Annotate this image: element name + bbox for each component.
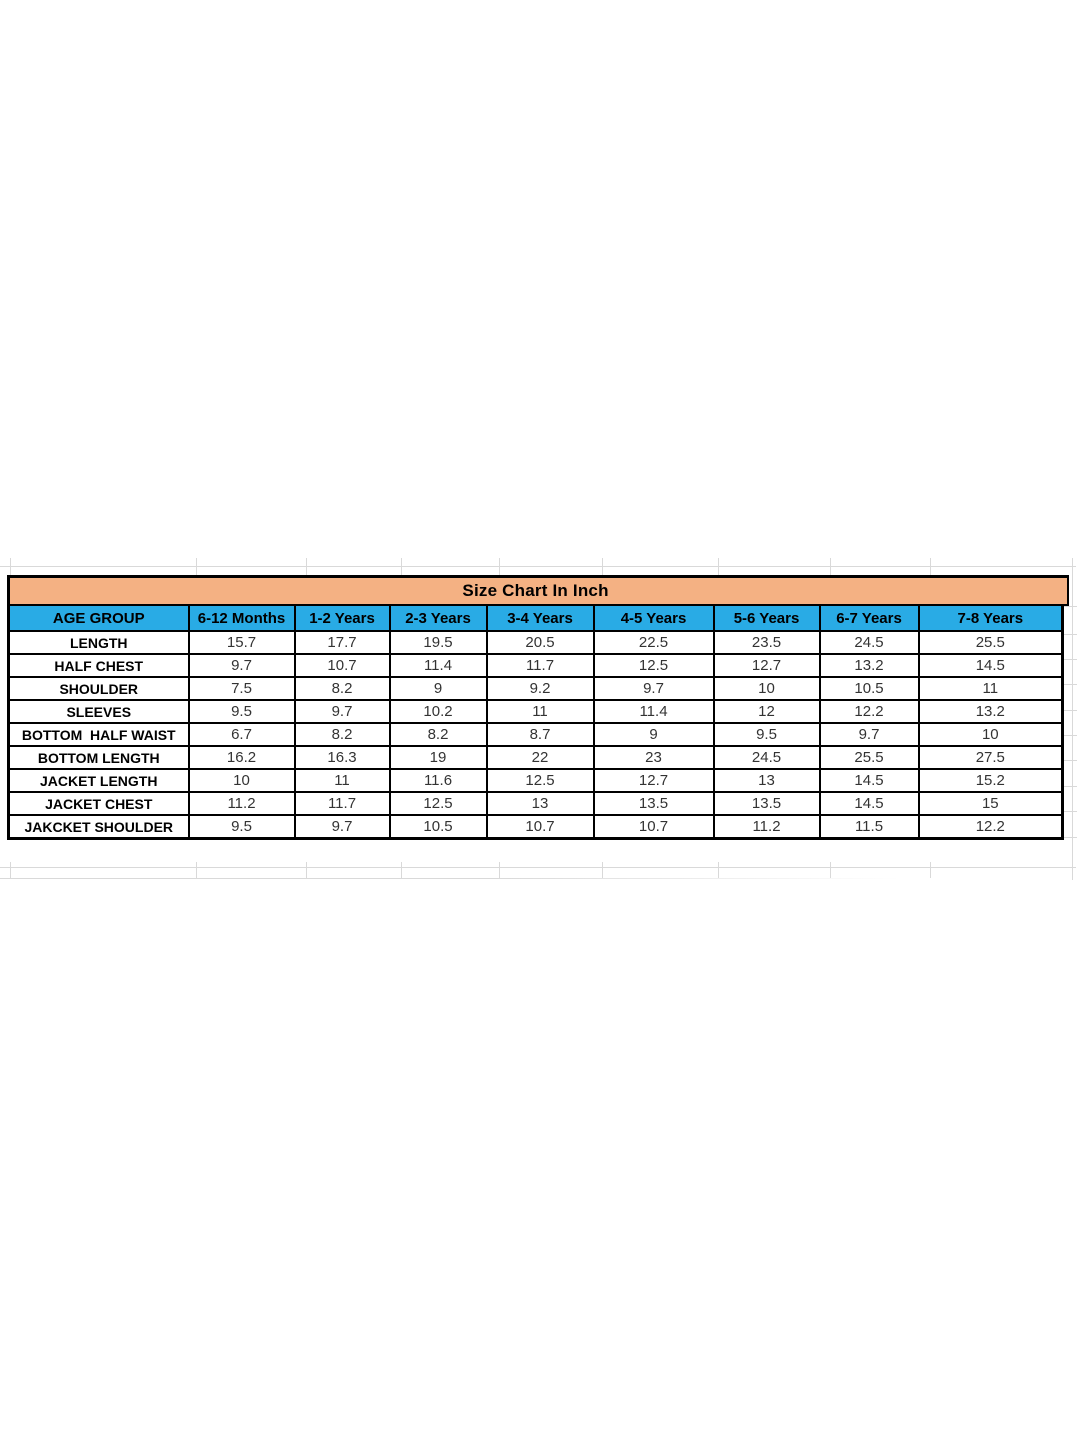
gridline-vertical	[602, 558, 603, 575]
cell-value: 12.5	[594, 654, 714, 677]
gridline-vertical	[718, 558, 719, 575]
cell-value: 12.2	[820, 700, 919, 723]
cell-value: 8.2	[295, 677, 390, 700]
gridline-vertical	[830, 558, 831, 575]
row-label: SLEEVES	[9, 700, 189, 723]
gridline-horizontal	[0, 878, 900, 879]
gridline-vertical	[930, 558, 931, 575]
gridline-horizontal	[1064, 710, 1077, 711]
column-header: 5-6 Years	[714, 605, 820, 631]
table-row	[9, 815, 1063, 839]
table-row	[9, 700, 1063, 723]
cell-value: 8.2	[390, 723, 487, 746]
cell-value: 13.5	[594, 792, 714, 815]
row-label: LENGTH	[9, 631, 189, 654]
cell-value: 20.5	[487, 631, 594, 654]
cell-value: 22	[487, 746, 594, 769]
cell-value: 7.5	[189, 677, 295, 700]
cell-value: 9	[390, 677, 487, 700]
column-header: 4-5 Years	[594, 605, 714, 631]
table-row	[9, 792, 1063, 815]
cell-value: 13	[714, 769, 820, 792]
cell-value: 22.5	[594, 631, 714, 654]
cell-value: 14.5	[820, 769, 919, 792]
cell-value: 9.7	[295, 815, 390, 839]
table-row	[9, 746, 1063, 769]
gridline-vertical	[10, 862, 11, 878]
gridline-horizontal	[0, 566, 1076, 567]
gridline-horizontal	[1064, 760, 1077, 761]
cell-value: 8.2	[295, 723, 390, 746]
cell-value: 15.2	[919, 769, 1063, 792]
cell-value: 6.7	[189, 723, 295, 746]
cell-value: 14.5	[919, 654, 1063, 677]
cell-value: 13.5	[714, 792, 820, 815]
cell-value: 15	[919, 792, 1063, 815]
cell-value: 10.7	[487, 815, 594, 839]
gridline-vertical	[306, 862, 307, 878]
column-header: 6-12 Months	[189, 605, 295, 631]
cell-value: 19.5	[390, 631, 487, 654]
cell-value: 11	[487, 700, 594, 723]
row-label: BOTTOM LENGTH	[9, 746, 189, 769]
size-chart	[7, 575, 1064, 840]
gridline-vertical	[718, 862, 719, 878]
cell-value: 11	[295, 769, 390, 792]
cell-value: 25.5	[820, 746, 919, 769]
cell-value: 12.7	[714, 654, 820, 677]
cell-value: 10.5	[390, 815, 487, 839]
cell-value: 11.4	[390, 654, 487, 677]
gridline-horizontal	[1064, 684, 1077, 685]
cell-value: 17.7	[295, 631, 390, 654]
gridline-vertical	[499, 558, 500, 575]
gridline-vertical	[602, 862, 603, 878]
cell-value: 9.7	[820, 723, 919, 746]
size-chart-table	[7, 575, 1064, 840]
row-label: JAKCKET SHOULDER	[9, 815, 189, 839]
cell-value: 13.2	[820, 654, 919, 677]
gridline-horizontal	[1064, 659, 1077, 660]
gridline-horizontal	[1064, 811, 1077, 812]
cell-value: 13.2	[919, 700, 1063, 723]
cell-value: 11.7	[487, 654, 594, 677]
gridline-horizontal	[1064, 735, 1077, 736]
table-row	[9, 769, 1063, 792]
row-label: SHOULDER	[9, 677, 189, 700]
cell-value: 12.7	[594, 769, 714, 792]
cell-value: 11.2	[189, 792, 295, 815]
gridline-horizontal	[1064, 837, 1077, 838]
header-row	[9, 605, 1063, 631]
cell-value: 25.5	[919, 631, 1063, 654]
cell-value: 14.5	[820, 792, 919, 815]
cell-value: 10	[189, 769, 295, 792]
row-label: JACKET CHEST	[9, 792, 189, 815]
cell-value: 10	[714, 677, 820, 700]
cell-value: 8.7	[487, 723, 594, 746]
column-header: AGE GROUP	[9, 605, 189, 631]
cell-value: 23.5	[714, 631, 820, 654]
gridline-horizontal	[1064, 634, 1077, 635]
cell-value: 11	[919, 677, 1063, 700]
cell-value: 9.7	[189, 654, 295, 677]
row-label: JACKET LENGTH	[9, 769, 189, 792]
table-row	[9, 631, 1063, 654]
gridline-vertical	[499, 862, 500, 878]
cell-value: 10.7	[594, 815, 714, 839]
column-header: 7-8 Years	[919, 605, 1063, 631]
cell-value: 19	[390, 746, 487, 769]
cell-value: 11.5	[820, 815, 919, 839]
gridline-vertical	[10, 558, 11, 575]
gridline-horizontal	[1064, 786, 1077, 787]
cell-value: 12.2	[919, 815, 1063, 839]
cell-value: 10.2	[390, 700, 487, 723]
row-label: BOTTOM HALF WAIST	[9, 723, 189, 746]
title-row	[9, 577, 1063, 606]
cell-value: 9.7	[295, 700, 390, 723]
cell-value: 23	[594, 746, 714, 769]
cell-value: 11.2	[714, 815, 820, 839]
table-row	[9, 677, 1063, 700]
cell-value: 11.6	[390, 769, 487, 792]
column-header: 3-4 Years	[487, 605, 594, 631]
title-overhang	[1061, 575, 1069, 606]
table-row	[9, 654, 1063, 677]
cell-value: 10	[919, 723, 1063, 746]
cell-value: 11.7	[295, 792, 390, 815]
column-header: 2-3 Years	[390, 605, 487, 631]
gridline-vertical	[306, 558, 307, 575]
gridline-vertical	[401, 558, 402, 575]
gridline-vertical	[196, 558, 197, 575]
gridline-horizontal	[0, 867, 1076, 868]
cell-value: 24.5	[714, 746, 820, 769]
gridline-vertical	[830, 862, 831, 878]
cell-value: 9.2	[487, 677, 594, 700]
table-row	[9, 723, 1063, 746]
cell-value: 27.5	[919, 746, 1063, 769]
gridline-horizontal	[1064, 606, 1077, 607]
cell-value: 12	[714, 700, 820, 723]
cell-value: 10.5	[820, 677, 919, 700]
cell-value: 9.7	[594, 677, 714, 700]
cell-value: 11.4	[594, 700, 714, 723]
gridline-vertical	[401, 862, 402, 878]
cell-value: 12.5	[487, 769, 594, 792]
cell-value: 10.7	[295, 654, 390, 677]
gridline-vertical	[930, 862, 931, 878]
cell-value: 16.3	[295, 746, 390, 769]
column-header: 1-2 Years	[295, 605, 390, 631]
table-title: Size Chart In Inch	[9, 577, 1063, 606]
gridline-vertical	[196, 862, 197, 878]
cell-value: 12.5	[390, 792, 487, 815]
row-label: HALF CHEST	[9, 654, 189, 677]
cell-value: 15.7	[189, 631, 295, 654]
cell-value: 13	[487, 792, 594, 815]
column-header: 6-7 Years	[820, 605, 919, 631]
cell-value: 9.5	[714, 723, 820, 746]
cell-value: 9.5	[189, 700, 295, 723]
cell-value: 16.2	[189, 746, 295, 769]
cell-value: 9.5	[189, 815, 295, 839]
cell-value: 9	[594, 723, 714, 746]
cell-value: 24.5	[820, 631, 919, 654]
